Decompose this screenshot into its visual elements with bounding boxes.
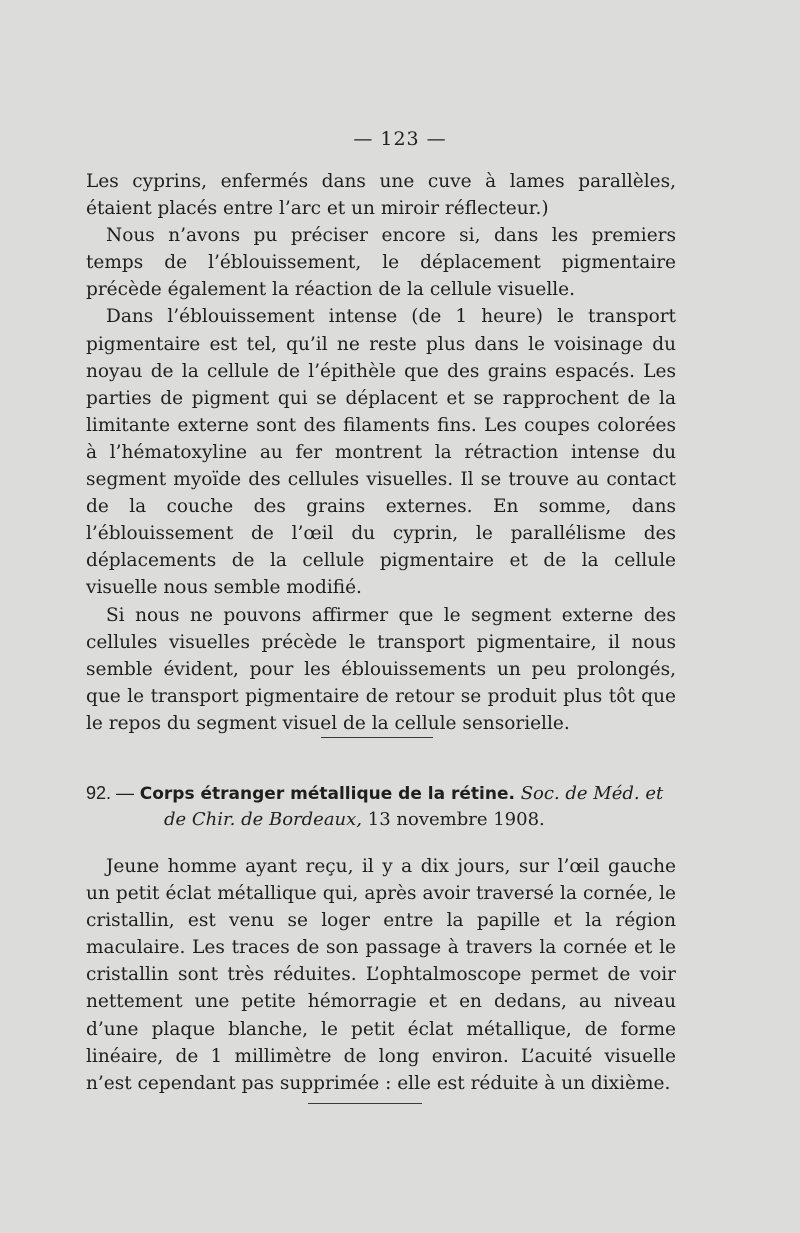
entry-date: 13 novembre 1908. xyxy=(367,809,545,830)
page-number: — 123 — xyxy=(353,128,447,150)
entry-source-line-2 xyxy=(86,807,686,833)
entry-title: Corps étranger métallique de la rétine. xyxy=(139,784,515,804)
paragraph-1: Les cyprins, enfermés dans une cuve à lames parallèles, étaient placés entre l’arc et un miroir réflecteur.) xyxy=(86,171,676,220)
entry-body xyxy=(86,853,676,1097)
entry-number: 92. — xyxy=(86,783,135,803)
paragraph-4: Si nous ne pouvons affirmer que le segment externe des cellules visuelles précède le transport pigmentaire, il nous semble évident, pour les éblouissements un peu prolongés, que le transport pigmentaire de retour se produit plus tôt que le repos du segment visuel de la cellule sensorielle. xyxy=(86,604,676,734)
bibliography-entry xyxy=(86,780,686,833)
section-divider xyxy=(321,737,433,738)
body-text xyxy=(86,168,676,737)
entry-paragraph: Jeune homme ayant reçu, il y a dix jours, sur l’œil gauche un petit éclat métallique qui, après avoir traversé la cornée, le cristallin, est venu se loger entre la papille et la région maculaire. Les traces de son passage à travers la cornée et le cristallin sont très réduites. L’ophtalmoscope permet de voir nettement une petite hémorragie et en dedans, au niveau d’une plaque blanche, le petit éclat métallique, de forme linéaire, de 1 millimètre de long environ. L’acuité visuelle n’est cependant pas supprimée : elle est réduite à un dixième. xyxy=(86,856,676,1094)
paragraph-2: Nous n’avons pu préciser encore si, dans les premiers temps de l’éblouissement, le déplacement pigmentaire précède également la réaction de la cellule visuelle. xyxy=(86,225,676,301)
entry-source: Soc. de Méd. et xyxy=(520,783,664,804)
end-divider xyxy=(308,1103,422,1104)
entry-source-continued: de Chir. de Bordeaux, xyxy=(164,809,363,830)
paragraph-3: Dans l’éblouissement intense (de 1 heure) le transport pigmentaire est tel, qu’il ne reste plus dans le voisinage du noyau de la cellule de l’épithèle que des grains espacés. Les parties de pigment qui se déplacent et se rapprochent de la limitante externe sont des filaments fins. Les coupes colorées à l’hématoxyline au fer montrent la rétraction intense du segment myoïde des cellules visuelles. Il se trouve au contact de la couche des grains externes. En somme, dans l’éblouissement de l’œil du cyprin, le parallélisme des déplacements de la cellule pigmentaire et de la cellule visuelle nous semble modifié. xyxy=(86,306,676,599)
